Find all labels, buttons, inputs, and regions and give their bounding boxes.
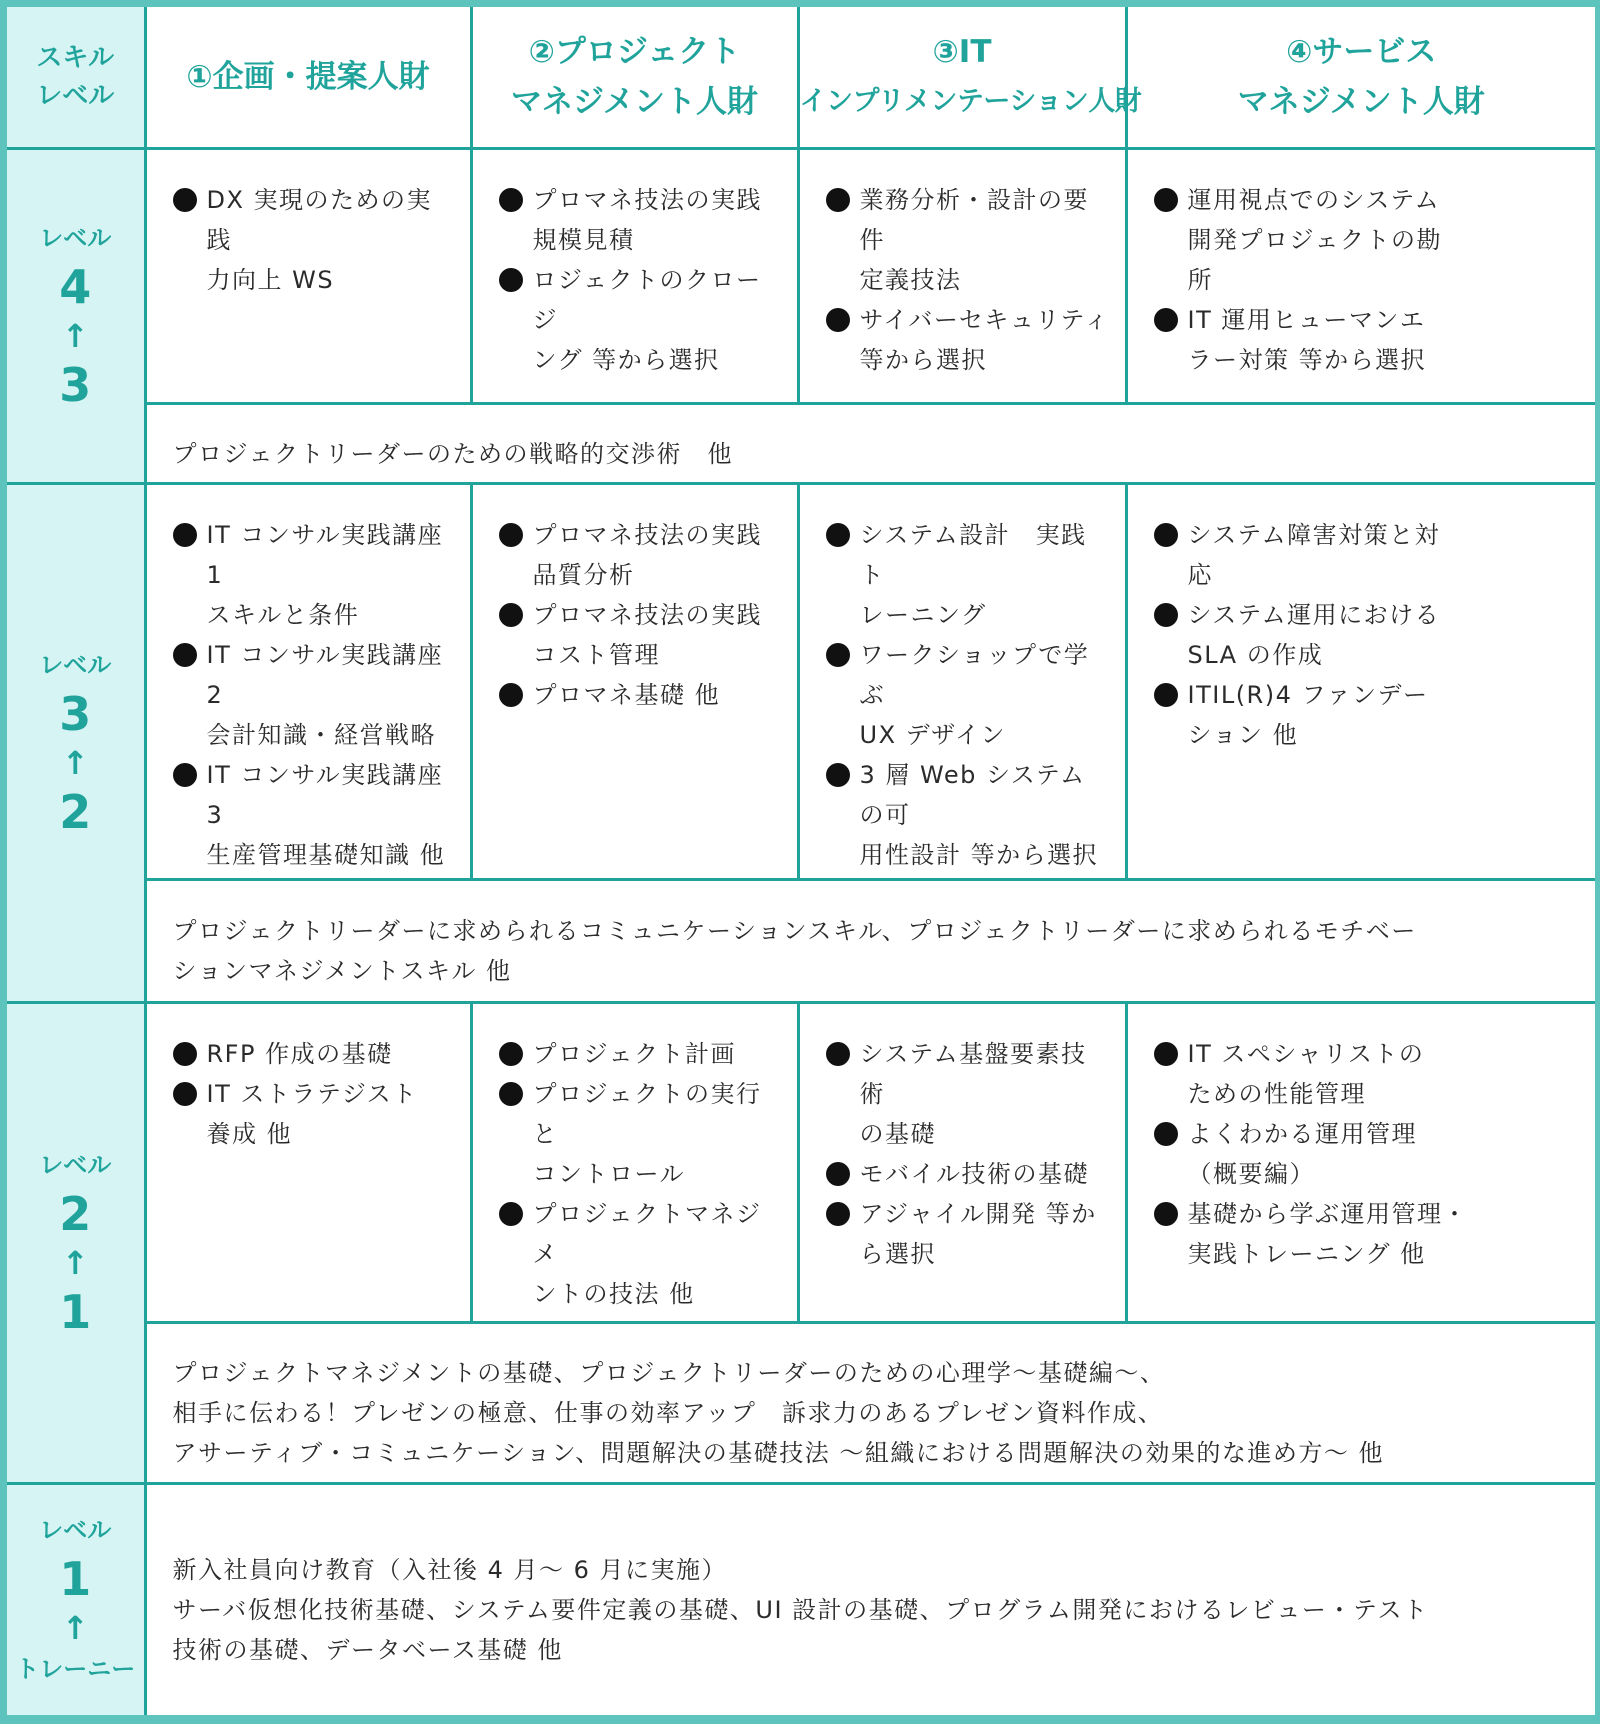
course-item: プロマネ技法の実践 コスト管理 [533,595,797,675]
course-item: DX 実現のための実践 力向上 WS [207,180,470,300]
level-upper: 1 [59,1552,92,1607]
course-item: IT ストラテジスト 養成 他 [207,1074,470,1154]
level-row-1-trainee [7,1484,1595,1715]
course-item: プロマネ技法の実践 規模見積 [533,180,797,260]
course-item: システム運用における SLA の作成 [1188,595,1596,675]
course-item: プロジェクトの実行と コントロール [533,1074,797,1194]
course-item: ワークショップで学ぶ UX デザイン [860,635,1125,755]
corner-label-level: レベル [36,81,115,112]
course-list [800,515,1125,875]
level-upper: 4 [59,260,92,315]
course-item: RFP 作成の基礎 [207,1034,470,1074]
common-courses-4-3 [145,403,1595,483]
level-row-4-3 [7,149,1595,403]
course-cell [471,1003,798,1323]
level-word: レベル [39,1151,112,1180]
column-title: ①企画・提案人財 [186,59,430,96]
course-cell [1126,484,1595,879]
course-item: ITIL(R)4 ファンデー ション 他 [1188,675,1596,755]
course-item: プロマネ技法の実践 品質分析 [533,515,797,595]
course-item: ロジェクトのクロージ ング 等から選択 [533,260,797,380]
course-list [800,180,1125,380]
course-list [473,180,797,380]
common-row-2-1 [7,1323,1595,1484]
course-item: IT コンサル実践講座 2 会計知識・経営戦略 [207,635,470,755]
course-item: プロジェクト計画 [533,1034,797,1074]
common-courses-text: プロジェクトリーダーに求められるコミュニケーションスキル、プロジェクトリーダーに求められるモチベー ションマネジメントスキル 他 [172,916,1417,985]
column-header-service-management [1126,7,1595,149]
level-lower: 2 [59,785,92,840]
course-list [1128,515,1596,755]
corner-cell [7,7,145,149]
level-lower: 3 [59,358,92,413]
up-arrow-icon: ↑ [61,1609,89,1648]
column-title-line2: マネジメント人財 [1237,84,1485,121]
level-lower: 1 [59,1285,92,1340]
level-upper: 3 [59,687,92,742]
column-title-line2: インプリメンテーション人財 [799,86,1142,118]
common-courses-text: プロジェクトマネジメントの基礎、プロジェクトリーダーのための心理学～基礎編～、 相手に伝わる！プレゼンの極意、仕事の効率アップ 訴求力のあるプレゼン資料作成、 アサーティブ・コミュニケーション、問題解決の基礎技法 ～組織における問題解決の効果的な進め方～ 他 [172,1359,1384,1468]
up-arrow-icon: ↑ [61,744,89,783]
skill-level-table [7,7,1595,1715]
course-cell [1126,149,1595,403]
course-list [147,180,470,300]
course-item: よくわかる運用管理 （概要編） [1188,1114,1596,1194]
course-list [147,515,470,875]
course-list [473,515,797,715]
trainee-courses-text: 新入社員向け教育（入社後 4 月～ 6 月に実施） サーバ仮想化技術基礎、システム要件定義の基礎、UI 設計の基礎、プログラム開発におけるレビュー・テスト 技術の基礎、データベース基礎 他 [172,1556,1429,1665]
level-word: レベル [39,224,112,253]
course-item: 運用視点でのシステム 開発プロジェクトの勘 所 [1188,180,1596,300]
level-label-4-3 [7,149,145,484]
column-title-line2: マネジメント人財 [510,84,759,121]
course-list [147,1034,470,1154]
course-item: サイバーセキュリティ 等から選択 [860,300,1125,380]
course-cell [471,149,798,403]
course-cell [798,484,1126,879]
column-title-line1: ②プロジェクト [528,34,741,71]
course-item: システム障害対策と対 応 [1188,515,1596,595]
up-arrow-icon: ↑ [61,1244,89,1283]
common-row-4-3 [7,403,1595,483]
course-item: プロジェクトマネジメ ントの技法 他 [533,1194,797,1314]
course-cell [145,149,471,403]
trainee-courses [145,1484,1595,1715]
column-header-it-implementation [798,7,1142,149]
level-row-3-2 [7,484,1595,879]
course-cell [471,484,798,879]
column-title-line1: ④サービス [1286,34,1437,71]
course-item: 3 層 Web システムの可 用性設計 等から選択 [860,755,1125,875]
header-row [7,7,1595,149]
course-item: 基礎から学ぶ運用管理・ 実践トレーニング 他 [1188,1194,1596,1274]
course-cell [798,1003,1126,1323]
course-item: アジャイル開発 等か ら選択 [860,1194,1125,1274]
course-cell [1126,1003,1595,1323]
course-list [1128,1034,1596,1274]
level-row-2-1 [7,1003,1595,1323]
course-cell [145,1003,471,1323]
corner-label-skill: スキル [36,43,115,74]
course-list [1128,180,1596,380]
level-lower: トレーニー [15,1655,136,1684]
level-upper: 2 [59,1187,92,1242]
course-item: IT 運用ヒューマンエ ラー対策 等から選択 [1188,300,1596,380]
level-word: レベル [39,1516,112,1545]
common-courses-text: プロジェクトリーダーのための戦略的交渉術 他 [172,439,734,468]
course-list [800,1034,1125,1274]
course-item: 業務分析・設計の要件 定義技法 [860,180,1125,300]
column-header-planning [145,7,471,149]
column-title-line1: ③IT [932,34,992,71]
course-item: IT スペシャリストの ための性能管理 [1188,1034,1596,1114]
course-item: IT コンサル実践講座 1 スキルと条件 [207,515,470,635]
level-label-1-trainee [7,1484,145,1715]
course-list [473,1034,797,1314]
level-label-2-1 [7,1003,145,1484]
course-item: プロマネ基礎 他 [533,675,797,715]
common-courses-3-2 [145,879,1595,1003]
common-row-3-2 [7,879,1595,1003]
level-word: レベル [39,651,112,680]
course-cell [798,149,1126,403]
common-courses-2-1 [145,1323,1595,1484]
course-item: IT コンサル実践講座 3 生産管理基礎知識 他 [207,755,470,875]
course-item: モバイル技術の基礎 [860,1154,1125,1194]
course-item: システム基盤要素技術 の基礎 [860,1034,1125,1154]
course-cell [145,484,471,879]
up-arrow-icon: ↑ [61,317,89,356]
course-item: システム設計 実践ト レーニング [860,515,1125,635]
column-header-project-management [471,7,798,149]
level-label-3-2 [7,484,145,1003]
